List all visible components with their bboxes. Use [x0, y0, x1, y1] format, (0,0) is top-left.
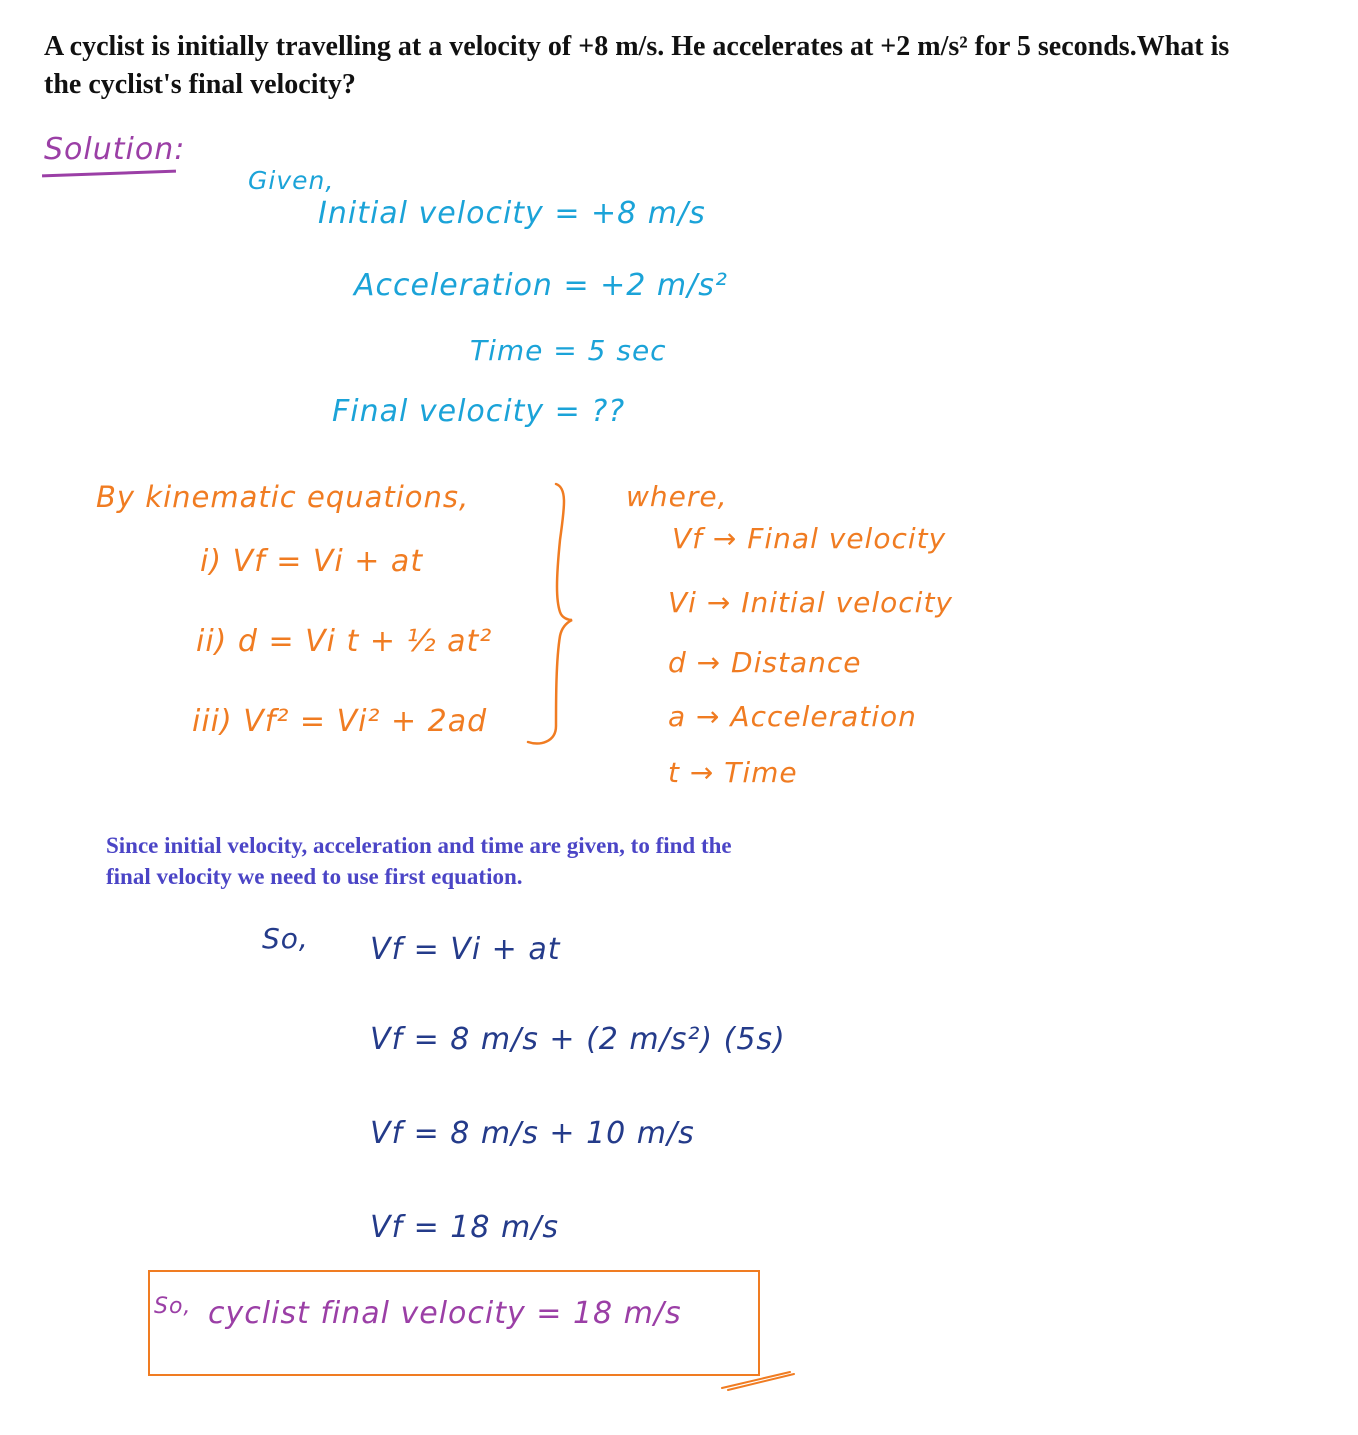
equation-2: ii) d = Vi t + ½ at²: [196, 624, 493, 659]
legend-time: t → Time: [668, 756, 798, 789]
equation-1: i) Vf = Vi + at: [200, 544, 424, 579]
legend-acceleration: a → Acceleration: [668, 700, 917, 733]
work-step-3: Vf = 8 m/s + 10 m/s: [370, 1116, 695, 1151]
legend-final-velocity: Vf → Final velocity: [672, 522, 947, 555]
explanation-note: Since initial velocity, acceleration and time are given, to find the final velocity we need to use first equation.: [106, 833, 732, 889]
equation-3: iii) Vf² = Vi² + 2ad: [192, 704, 488, 739]
answer-text: cyclist final velocity = 18 m/s: [208, 1296, 682, 1331]
curly-brace: [520, 480, 580, 750]
equations-heading: By kinematic equations,: [96, 480, 470, 514]
work-step-2: Vf = 8 m/s + (2 m/s²) (5s): [370, 1022, 786, 1057]
work-so: So,: [262, 922, 309, 955]
given-initial-velocity: Initial velocity = +8 m/s: [318, 196, 706, 231]
solution-underline: [42, 170, 176, 178]
given-final-velocity: Final velocity = ??: [332, 394, 626, 429]
solution-label: Solution:: [44, 132, 186, 167]
answer-prefix: So,: [154, 1294, 192, 1319]
given-acceleration: Acceleration = +2 m/s²: [354, 268, 728, 303]
legend-heading: where,: [626, 480, 728, 513]
pen-scribble: [718, 1362, 798, 1392]
question-text: A cyclist is initially travelling at a velocity of +8 m/s. He accelerates at +2 m/s² for 5 seconds.What is the cyclist's final velocity?: [44, 31, 1230, 100]
legend-distance: d → Distance: [668, 646, 862, 679]
given-time: Time = 5 sec: [470, 334, 667, 367]
given-heading: Given,: [248, 166, 335, 195]
work-step-1: Vf = Vi + at: [370, 932, 561, 967]
legend-initial-velocity: Vi → Initial velocity: [668, 586, 954, 619]
work-step-4: Vf = 18 m/s: [370, 1210, 559, 1245]
